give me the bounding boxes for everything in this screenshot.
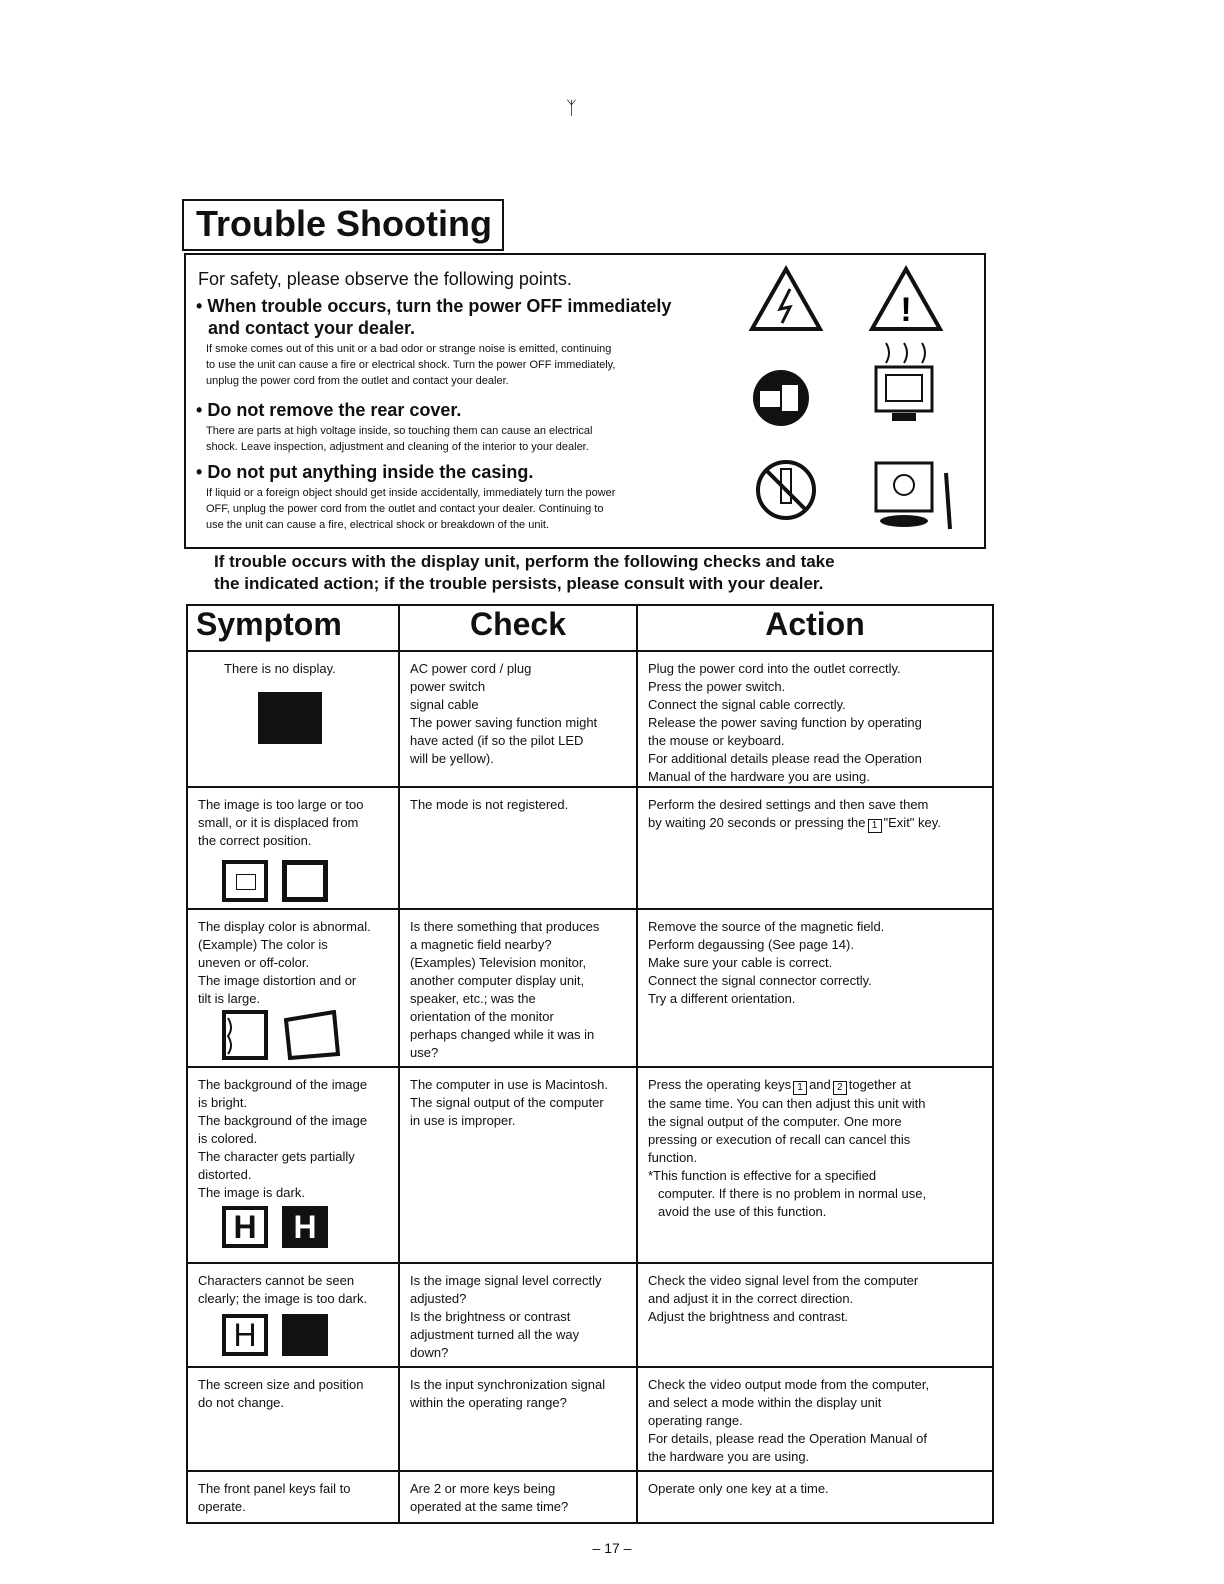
safety-box: [184, 253, 986, 549]
symptom-cell: Characters cannot be seen clearly; the image is too dark. H: [187, 1263, 399, 1367]
action-cell: Press the operating keys 1 and 2 together at the same time. You can then adjust this unit with the signal output of the computer. One more pressing or execution of recall can cancel this function. *This function is effective for a specified computer. If there is no problem in normal use, avoid the use of this function.: [637, 1067, 993, 1263]
unplug-icon: [746, 363, 816, 433]
table-row: [187, 1067, 993, 1263]
check-cell: Are 2 or more keys being operated at the same time?: [399, 1471, 637, 1523]
safety-point-1-heading: • When trouble occurs, turn the power OFF immediately and contact your dealer.: [196, 296, 672, 338]
action-cell: Check the video signal level from the computer and adjust it in the correct direction. Adjust the brightness and contrast.: [637, 1263, 993, 1367]
large-image-monitor-icon: [282, 860, 328, 902]
safety-point-2-heading: • Do not remove the rear cover.: [196, 400, 462, 420]
tilted-monitor-icon: [282, 1010, 342, 1060]
blank-screen-icon: [258, 692, 322, 744]
safety-point-2-body: There are parts at high voltage inside, so touching them can cause an electrical shock. Leave inspection, adjustment and cleaning of the interior to your dealer.: [206, 425, 593, 453]
table-row: [187, 787, 993, 909]
black-screen-monitor-icon: [282, 1314, 328, 1356]
symptom-cell: There is no display.: [187, 651, 399, 787]
small-image-monitor-icon: [222, 860, 268, 902]
electric-shock-warning-icon: [746, 263, 826, 333]
table-row: [187, 651, 993, 787]
check-cell: AC power cord / plug power switch signal cable The power saving function might have acted (if so the pilot LED will be yellow).: [399, 651, 637, 787]
smoking-monitor-icon: [846, 335, 966, 435]
symptom-cell: The screen size and position do not change.: [187, 1367, 399, 1471]
symptom-cell: The image is too large or too small, or it is displaced from the correct position.: [187, 787, 399, 909]
header-action: Action: [637, 605, 993, 651]
page-title-box: [182, 199, 504, 251]
header-check: Check: [399, 605, 637, 651]
table-row: [187, 1471, 993, 1523]
action-cell: Perform the desired settings and then save them by waiting 20 seconds or pressing the 1 "Exit" key.: [637, 787, 993, 909]
instructions: If trouble occurs with the display unit, perform the following checks and take the indicated action; if the trouble persists, please consult with your dealer.: [214, 552, 835, 593]
warning-glyph: !: [900, 291, 912, 329]
size-position-icons: [198, 860, 390, 902]
action-cell: Check the video output mode from the computer, and select a mode within the display unit operating range. For details, please read the Operation Manual of the hardware you are using.: [637, 1367, 993, 1471]
dark-h-monitor-icon: H: [282, 1206, 328, 1248]
symptom-cell: The display color is abnormal. (Example) The color is uneven or off-color. The image distortion and or tilt is large.: [187, 909, 399, 1067]
key-1-icon: 1: [868, 819, 882, 833]
action-cell: Remove the source of the magnetic field. Perform degaussing (See page 14). Make sure your cable is correct. Connect the signal connector correctly. Try a different orientation.: [637, 909, 993, 1067]
safety-point-3-body: If liquid or a foreign object should get inside accidentally, immediately turn the power OFF, unplug the power cord from the outlet and contact your dealer. Continuing to use the unit can cause a fire, electrical shock or breakdown of the unit.: [206, 487, 616, 531]
background-icons: [198, 1206, 390, 1248]
registration-mark: ᛉ: [566, 98, 577, 118]
check-cell: Is there something that produces a magnetic field nearby? (Examples) Television monitor, another computer display unit, speaker, etc.; was the orientation of the monitor perhaps changed while it was in use?: [399, 909, 637, 1067]
safety-intro: For safety, please observe the following points.: [198, 269, 572, 289]
discolored-monitor-icon: [222, 1010, 268, 1060]
distortion-icons: [198, 1010, 390, 1060]
header-symptom: Symptom: [187, 605, 399, 651]
thin-h-monitor-icon: H: [222, 1314, 268, 1356]
safety-point-1-body: If smoke comes out of this unit or a bad odor or strange noise is emitted, continuing to use the unit can cause a fire or electrical shock. Turn the power OFF immediately, unplug the power cord from the outlet and contact your dealer.: [206, 343, 616, 387]
table-row: [187, 909, 993, 1067]
page-number: – 17 –: [592, 1540, 632, 1556]
safety-point-3-heading: • Do not put anything inside the casing.: [196, 462, 534, 482]
table-header-row: [187, 605, 993, 651]
no-disassembly-icon: [751, 455, 821, 525]
action-cell: Operate only one key at a time.: [637, 1471, 993, 1523]
check-cell: Is the input synchronization signal within the operating range?: [399, 1367, 637, 1471]
page-title: Trouble Shooting: [196, 203, 492, 244]
troubleshooting-table: [186, 604, 994, 1524]
key-2-icon: 2: [833, 1081, 847, 1095]
symptom-cell: The background of the image is bright. The background of the image is colored. The character gets partially distorted. The image is dark. H H: [187, 1067, 399, 1263]
caution-warning-icon: [866, 263, 946, 333]
bullet: •: [196, 296, 203, 316]
dark-image-icons: [198, 1314, 390, 1356]
monitor-with-screwdriver-icon: [846, 433, 966, 543]
check-cell: The computer in use is Macintosh. The signal output of the computer in use is improper.: [399, 1067, 637, 1263]
check-cell: The mode is not registered.: [399, 787, 637, 909]
action-cell: Plug the power cord into the outlet correctly. Press the power switch. Connect the signal cable correctly. Release the power saving function by operating the mouse or keyboard. For additional details please read the Operation Manual of the hardware you are using.: [637, 651, 993, 787]
bright-h-monitor-icon: H: [222, 1206, 268, 1248]
check-cell: Is the image signal level correctly adjusted? Is the brightness or contrast adjustment turned all the way down?: [399, 1263, 637, 1367]
table-row: [187, 1367, 993, 1471]
key-1-icon: 1: [793, 1081, 807, 1095]
table-row: [187, 1263, 993, 1367]
symptom-cell: The front panel keys fail to operate.: [187, 1471, 399, 1523]
